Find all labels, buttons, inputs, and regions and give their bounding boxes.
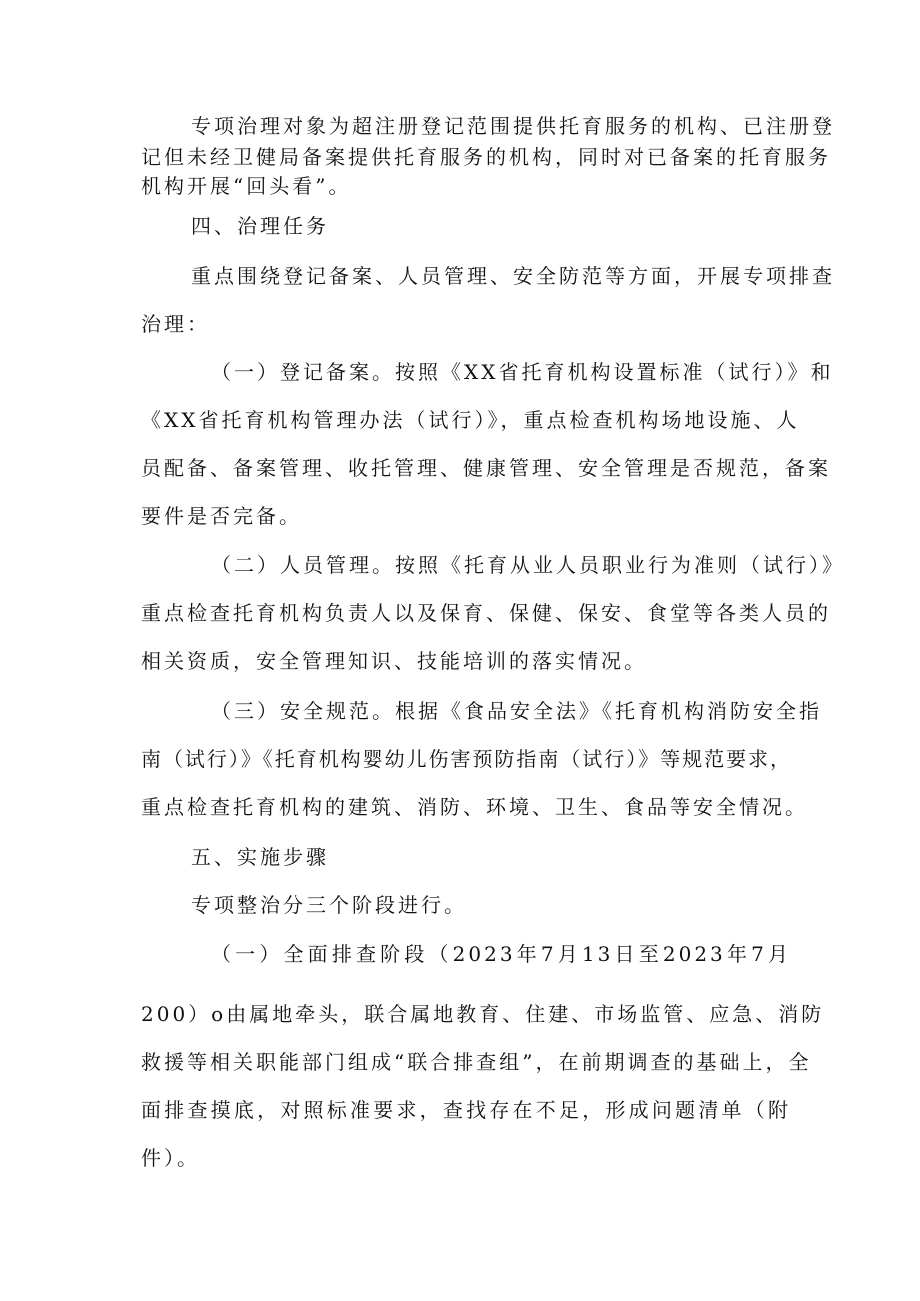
item-safety-line-2: 南（试行）》《托育机构婴幼儿伤害预防指南（试行）》等规范要求，: [141, 747, 791, 771]
item-investigation-line-3: 救援等相关职能部门组成“联合排查组”，在前期调查的基础上，全: [141, 1050, 812, 1074]
paragraph-scope-line-3: 机构开展“回头看”。: [141, 174, 352, 198]
item-personnel-line-1: （二）人员管理。按照《托育从业人员职业行为准则（试行）》: [211, 553, 845, 577]
section-heading-implementation-steps: 五、实施步骤: [191, 845, 329, 869]
item-investigation-line-2: 200）o由属地牵头，联合属地教育、住建、市场监管、应急、消防: [141, 1002, 825, 1026]
item-safety-line-3: 重点检查托育机构的建筑、消防、环境、卫生、食品等安全情况。: [141, 795, 808, 819]
item-investigation-line-4: 面排查摸底，对照标准要求，查找存在不足，形成问题清单（附: [141, 1098, 791, 1122]
paragraph-scope-line-1: 专项治理对象为超注册登记范围提供托育服务的机构、已注册登: [191, 114, 835, 138]
item-registration-line-2: 《XX省托育机构管理办法（试行）》，重点检查机构场地设施、人: [141, 408, 800, 432]
item-registration-line-4: 要件是否完备。: [141, 504, 302, 528]
item-investigation-line-1: （一）全面排查阶段（2023年7月13日至2023年7月: [211, 942, 791, 966]
item-investigation-line-5: 件）。: [141, 1146, 200, 1170]
item-registration-line-3: 员配备、备案管理、收托管理、健康管理、安全管理是否规范，备案: [141, 456, 831, 480]
item-personnel-line-3: 相关资质，安全管理知识、技能培训的落实情况。: [141, 649, 647, 673]
section-heading-governance-tasks: 四、治理任务: [191, 214, 329, 238]
paragraph-tasks-line-1: 重点围绕登记备案、人员管理、安全防范等方面，开展专项排查: [191, 264, 835, 288]
paragraph-scope-line-2: 记但未经卫健局备案提供托育服务的机构，同时对已备案的托育服务: [141, 145, 831, 169]
item-personnel-line-2: 重点检查托育机构负责人以及保育、保健、保安、食堂等各类人员的: [141, 601, 831, 625]
paragraph-tasks-line-2: 治理：: [141, 312, 210, 336]
item-registration-line-1: （一）登记备案。按照《XX省托育机构设置标准（试行）》和: [211, 360, 834, 384]
item-safety-line-1: （三）安全规范。根据《食品安全法》《托育机构消防安全指: [211, 699, 822, 723]
paragraph-steps-intro: 专项整治分三个阶段进行。: [191, 893, 467, 917]
